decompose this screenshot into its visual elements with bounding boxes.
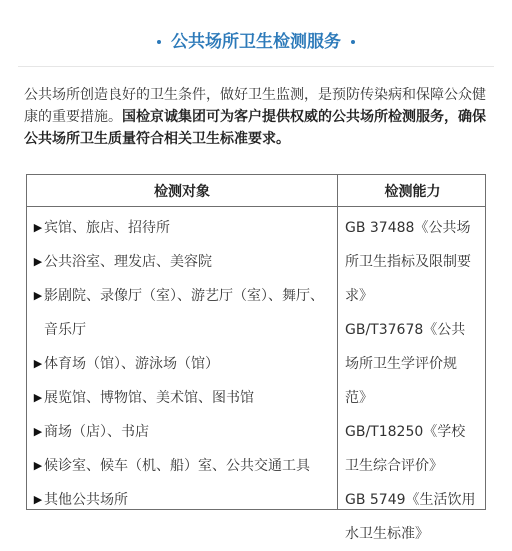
inspection-object-item: [33, 415, 333, 449]
intro-paragraph: [24, 84, 492, 150]
triangle-right-icon: ▶: [33, 221, 43, 234]
triangle-right-icon: ▶: [33, 425, 43, 438]
title-right-dot-icon: [351, 40, 355, 44]
inspection-object-label: 其他公共场所: [44, 492, 128, 508]
triangle-right-icon: ▶: [33, 493, 43, 506]
inspection-object-label: 体育场（馆）、游泳场（馆）: [44, 356, 219, 372]
standard-item: GB/T18250《学校卫生综合评价》: [345, 424, 466, 474]
triangle-right-icon: ▶: [33, 357, 43, 370]
inspection-object-label: 候诊室、候车（机、船）室、公共交通工具: [44, 458, 310, 474]
triangle-right-icon: ▶: [33, 391, 43, 404]
title-left-dot-icon: [157, 40, 161, 44]
inspection-object-item: [33, 347, 333, 381]
standard-item: GB 37488《公共场所卫生指标及限制要求》: [345, 220, 471, 304]
inspection-object-item: [33, 245, 333, 279]
title-divider: [18, 66, 494, 67]
inspection-object-label: 商场（店）、书店: [44, 424, 149, 440]
inspection-object-label: 影剧院、录像厅（室）、游艺厅（室）、舞厅、音乐厅: [44, 288, 324, 338]
inspection-object-item: [33, 381, 333, 415]
table-header-row: [27, 175, 485, 207]
inspection-object-item: [33, 279, 333, 347]
intro-bold-text: 国检京诚集团可为客户提供权威的公共场所检测服务，确保公共场所卫生质量符合相关卫生标准要求。: [24, 109, 486, 147]
inspection-objects-column: [33, 211, 333, 517]
triangle-right-icon: ▶: [33, 289, 43, 302]
inspection-object-item: [33, 483, 333, 517]
triangle-right-icon: ▶: [33, 255, 43, 268]
inspection-object-item: [33, 211, 333, 245]
table-header-cell-objects: 检测对象: [154, 183, 210, 200]
intro-normal-text: 公共场所创造良好的卫生条件，做好卫生监测，是预防传染病和保障公众健康的重要措施。: [24, 87, 486, 125]
service-table: [26, 174, 486, 542]
inspection-object-label: 展览馆、博物馆、美术馆、图书馆: [44, 390, 254, 406]
dot-icon: [351, 40, 355, 44]
inspection-object-item: [33, 449, 333, 483]
table-header-cell-capability: 检测能力: [384, 183, 441, 200]
standard-item: GB 5749《生活饮用水卫生标准》: [345, 492, 476, 542]
testing-capability-column: [345, 211, 477, 551]
table-column-divider: [337, 175, 338, 509]
page-title: 公共场所卫生检测服务: [171, 32, 341, 52]
standard-item: GB/T37678《公共场所卫生学评价规范》: [345, 322, 466, 406]
inspection-object-label: 宾馆、旅店、招待所: [44, 220, 170, 236]
page-title-bar: [0, 30, 512, 54]
inspection-object-label: 公共浴室、理发店、美容院: [44, 254, 212, 270]
dot-icon: [157, 40, 161, 44]
triangle-right-icon: ▶: [33, 459, 43, 472]
